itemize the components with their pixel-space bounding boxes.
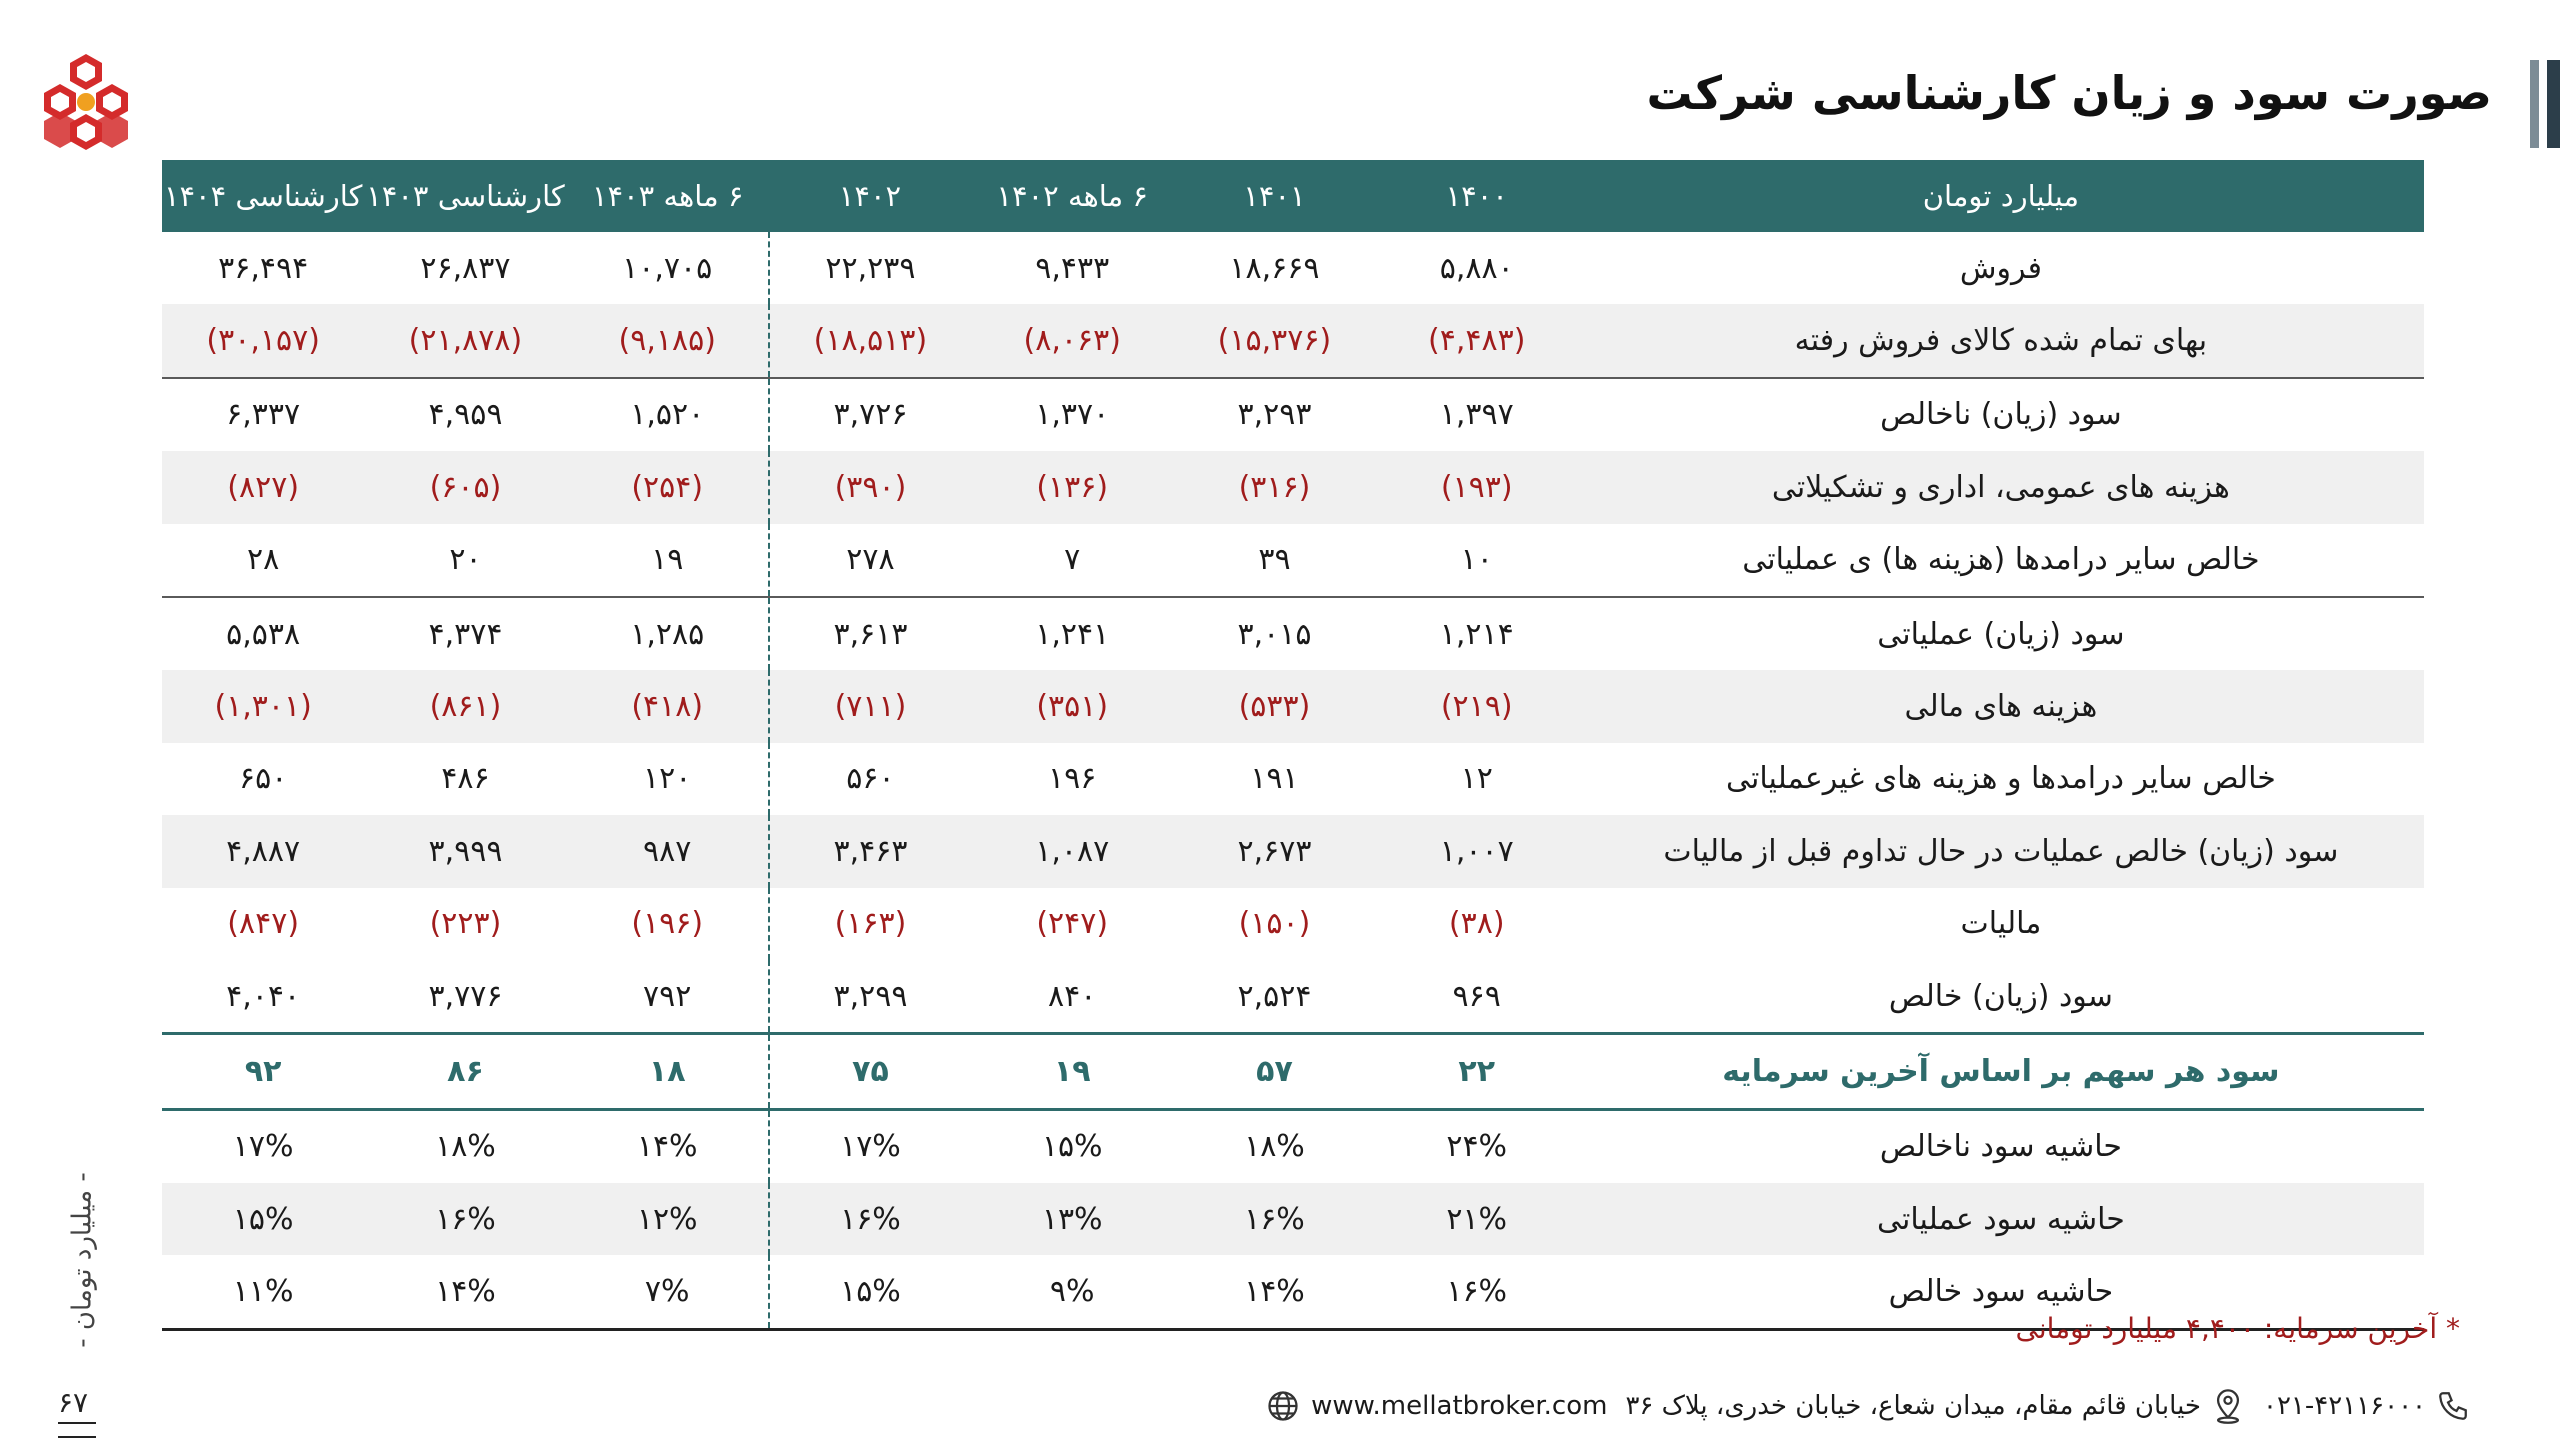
table-cell: ۱۴% [1173,1255,1375,1329]
phone-icon [2436,1389,2470,1423]
table-cell: ۱۲% [567,1183,769,1255]
column-header: ۱۴۰۱ [1173,160,1375,232]
table-cell: ۳۶,۴۹۴ [218,250,309,286]
table-cell: ۶۵۰ [238,761,288,797]
table-cell: ۲۴% [1446,1129,1508,1165]
footer [1265,1384,2470,1428]
table-cell: ۴,۸۸۷ [162,815,364,887]
table-row [162,743,2424,815]
table-cell: ۷% [567,1255,769,1329]
table-cell: ۲۱% [1376,1183,1578,1255]
table-cell: ۱۸% [1244,1129,1305,1165]
table-cell: ۱۹ [971,1034,1173,1109]
table-cell: ۱,۳۹۷ [1376,378,1578,451]
table-cell: ۳,۷۷۶ [428,978,503,1014]
table-cell: ۱۱% [162,1255,364,1329]
table-cell: (۲۴۷) [1036,906,1109,942]
table-cell: ۱۵% [769,1255,971,1329]
table-cell: ۴,۰۴۰ [226,978,301,1014]
table-row [162,1034,2424,1109]
table-cell: ۱۶% [1376,1255,1578,1329]
table-cell: ۱,۰۰۷ [1376,815,1578,887]
table-row [162,378,2424,451]
footnote: * آخرین سرمایه: ۴,۴۰۰ میلیارد تومانی [2015,1312,2460,1345]
company-logo [40,50,132,150]
income-statement-table [162,160,2424,1331]
table-cell: (۱۹۶) [631,906,704,942]
table-cell: (۲۱,۸۷۸) [364,304,566,377]
table-cell: ۱۰ [1460,542,1493,578]
table-cell: ۳,۲۹۹ [769,960,971,1034]
table-cell: ۱۷% [769,1109,971,1183]
table-cell: ۵,۵۳۸ [162,597,364,670]
row-label: خالص سایر درامدها و هزینه های غیرعملیاتی [1726,761,2276,797]
title-accent-bar [2530,60,2560,148]
footer-phone [2263,1389,2470,1423]
table-cell: (۴۱۸) [567,670,769,742]
row-label: حاشیه سود ناخالص [1879,1129,2122,1165]
table-row [162,597,2424,670]
footer-address [1625,1387,2245,1425]
table-cell: ۲,۶۷۳ [1173,815,1375,887]
table-row [162,232,2424,304]
location-pin-icon [2211,1387,2245,1425]
table-cell: (۸,۰۶۳) [971,304,1173,377]
table-cell: ۱۵% [162,1183,364,1255]
table-row [162,960,2424,1034]
table-cell: ۳,۲۹۳ [1173,378,1375,451]
table-cell: ۷۹۲ [643,978,692,1014]
table-cell: ۱,۵۲۰ [567,378,769,451]
column-header: کارشناسی ۱۴۰۳ [364,160,566,232]
table-header-row [162,160,2424,232]
table-cell: ۱,۰۸۷ [971,815,1173,887]
table-cell: ۴,۹۵۹ [364,378,566,451]
table-cell: (۱۶۳) [769,888,971,960]
table-cell: ۷۵ [769,1034,971,1109]
table-cell: ۹,۴۳۳ [1035,250,1110,286]
row-label: سود (زیان) خالص [1888,978,2113,1014]
table-cell: ۱۶% [364,1183,566,1255]
table-cell: ۱۰,۷۰۵ [622,250,713,286]
row-label: بهای تمام شده کالای فروش رفته [1578,304,2424,377]
table-row [162,451,2424,523]
table-cell: ۹۲ [162,1034,364,1109]
table-cell: ۳۹ [1258,542,1291,578]
row-label: خالص سایر درامدها (هزینه ها) ی عملیاتی [1742,542,2260,578]
table-cell: ۷ [1064,542,1081,578]
table-cell: (۵۳۳) [1173,670,1375,742]
table-cell: (۲۵۴) [567,451,769,523]
row-label: حاشیه سود عملیاتی [1578,1183,2424,1255]
page-number: ۶۷ [58,1386,88,1419]
table-cell: (۸۲۷) [162,451,364,523]
table-cell: (۱۳۶) [971,451,1173,523]
row-label: سود (زیان) خالص عملیات در حال تداوم قبل از مالیات [1578,815,2424,887]
table-cell: ۱۹ [651,542,684,578]
table-cell: ۹۸۷ [567,815,769,887]
table-cell: (۱,۳۰۱) [162,670,364,742]
table-cell: (۷۱۱) [769,670,971,742]
table-cell: (۱۵۰) [1238,906,1311,942]
table-row [162,815,2424,887]
table-cell: ۱۸% [435,1129,496,1165]
table-row [162,1109,2424,1183]
row-label: حاشیه سود خالص [1578,1255,2424,1329]
table-row [162,888,2424,960]
table-cell: (۱۹۳) [1376,451,1578,523]
table-cell: ۱۹۶ [1048,761,1097,797]
table-cell: ۳,۴۶۳ [769,815,971,887]
column-header: میلیارد تومان [1578,160,2424,232]
page-title: صورت سود و زیان کارشناسی شرکت [1646,66,2492,120]
table-cell: ۶,۳۳۷ [162,378,364,451]
column-header: ۶ ماهه ۱۴۰۲ [971,160,1173,232]
table-row [162,670,2424,742]
table-cell: ۱۶% [1173,1183,1375,1255]
globe-icon [1265,1388,1301,1424]
table-cell: ۵۷ [1173,1034,1375,1109]
table-cell: (۱۵,۳۷۶) [1173,304,1375,377]
table-cell: ۵,۸۸۰ [1439,250,1514,286]
row-label: سود (زیان) ناخالص [1578,378,2424,451]
table-cell: ۲,۵۲۴ [1237,978,1312,1014]
row-label: فروش [1959,250,2042,286]
table-cell: (۴,۴۸۳) [1376,304,1578,377]
table-cell: ۸۴۰ [1048,978,1097,1014]
table-cell: ۱,۲۸۵ [567,597,769,670]
table-cell: ۳,۷۲۶ [769,378,971,451]
table-cell: ۲۶,۸۳۷ [420,250,511,286]
table-cell: ۱,۲۴۱ [971,597,1173,670]
table-cell: ۱۸,۶۶۹ [1229,250,1320,286]
table-row [162,524,2424,597]
table-cell: (۹,۱۸۵) [567,304,769,377]
table-cell: (۳۸) [1448,906,1505,942]
table-cell: ۳,۹۹۹ [364,815,566,887]
table-cell: ۳,۰۱۵ [1173,597,1375,670]
table-cell: ۳,۶۱۳ [769,597,971,670]
table-cell: ۱۳% [971,1183,1173,1255]
column-header: ۶ ماهه ۱۴۰۳ [567,160,769,232]
column-header: ۱۴۰۰ [1376,160,1578,232]
table-cell: ۲۸ [247,542,280,578]
table-cell: ۱۴% [364,1255,566,1329]
table-cell: ۵۶۰ [769,743,971,815]
table-cell: ۱۹۱ [1250,761,1299,797]
table-cell: ۱۷% [232,1129,294,1165]
table-cell: ۹۶۹ [1452,978,1501,1014]
table-cell: ۲۰ [449,542,482,578]
table-cell: ۲۷۸ [769,524,971,597]
table-cell: (۸۴۷) [227,906,300,942]
row-label: هزینه های عمومی، اداری و تشکیلاتی [1578,451,2424,523]
table-cell: ۱۴% [636,1129,698,1165]
footer-website[interactable] [1265,1388,1607,1424]
table-cell: ۴۸۶ [441,761,490,797]
row-label: هزینه های مالی [1578,670,2424,742]
table-cell: (۳۱۶) [1173,451,1375,523]
table-cell: ۱۲ [1460,761,1493,797]
table-cell: ۲۲ [1376,1034,1578,1109]
table-row [162,1183,2424,1255]
column-header: ۱۴۰۲ [769,160,971,232]
table-cell: (۳۵۱) [971,670,1173,742]
address-text: خیابان قائم مقام، میدان شعاع، خیابان خدری، پلاک ۳۶ [1625,1391,2201,1421]
table-cell: (۸۶۱) [364,670,566,742]
table-cell: ۹% [971,1255,1173,1329]
row-label: سود هر سهم بر اساس آخرین سرمایه [1578,1034,2424,1109]
table-row [162,304,2424,377]
table-cell: ۱۸ [567,1034,769,1109]
table-cell: ۱۲۰ [643,761,692,797]
table-cell: ۱,۲۱۴ [1376,597,1578,670]
table-cell: ۸۶ [364,1034,566,1109]
side-unit-label: - میلیارد تومان - [68,1172,99,1348]
row-label: سود (زیان) عملیاتی [1578,597,2424,670]
table-cell: (۳۰,۱۵۷) [162,304,364,377]
website-url[interactable]: www.mellatbroker.com [1311,1391,1608,1421]
table-cell: (۳۹۰) [769,451,971,523]
table-cell: (۱۸,۵۱۳) [769,304,971,377]
phone-number: ۰۲۱-۴۲۱۱۶۰۰۰ [2263,1391,2426,1421]
column-header: کارشناسی ۱۴۰۴ [162,160,364,232]
row-label: مالیات [1960,906,2042,942]
table-cell: (۶۰۵) [364,451,566,523]
table-cell: (۲۲۳) [429,906,502,942]
table-cell: ۱۶% [769,1183,971,1255]
table-cell: ۱۵% [1041,1129,1103,1165]
table-cell: ۴,۳۷۴ [364,597,566,670]
table-cell: ۱,۳۷۰ [971,378,1173,451]
table-cell: ۲۲,۲۳۹ [769,232,971,304]
table-cell: (۲۱۹) [1376,670,1578,742]
